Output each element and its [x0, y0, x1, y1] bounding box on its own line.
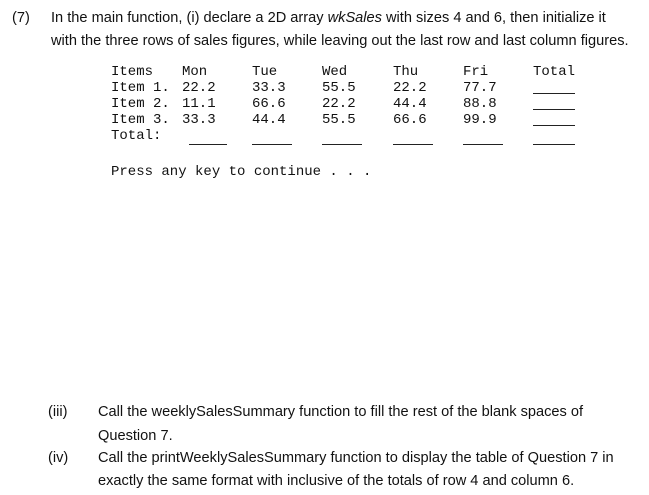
table-cell: 33.3 [252, 80, 286, 96]
blank-total-fri [463, 144, 503, 145]
blank-total-tue [252, 144, 292, 145]
table-cell: 88.8 [463, 96, 497, 112]
header-mon: Mon [182, 64, 208, 80]
question-number: (7) [12, 10, 30, 26]
table-cell: 44.4 [252, 112, 286, 128]
array-name: wkSales [327, 10, 382, 26]
blank-grand-total [533, 144, 575, 145]
item-iii-text-line-1: Call the weeklySalesSummary function to fill the rest of the blank spaces of [98, 404, 584, 420]
header-items: Items [111, 64, 154, 80]
item-iii-marker: (iii) [48, 404, 68, 420]
blank-total-row-3 [533, 125, 575, 126]
header-wed: Wed [322, 64, 348, 80]
table-cell: 99.9 [463, 112, 497, 128]
row-label: Item 1. [111, 80, 170, 96]
question-text-line-1 [51, 7, 606, 29]
row-label: Item 3. [111, 112, 170, 128]
header-tue: Tue [252, 64, 278, 80]
table-cell: 55.5 [322, 80, 356, 96]
console-prompt: Press any key to continue . . . [111, 164, 372, 180]
total-label: Total: [111, 128, 162, 144]
table-cell: 44.4 [393, 96, 427, 112]
question-text-prefix: In the main function, (i) declare a 2D array [51, 10, 328, 26]
table-cell: 77.7 [463, 80, 497, 96]
row-label: Item 2. [111, 96, 170, 112]
question-text-suffix: with sizes 4 and 6, then initialize it [381, 10, 606, 26]
table-cell: 22.2 [182, 80, 216, 96]
blank-total-mon [189, 144, 227, 145]
item-iv-text-line-2: exactly the same format with inclusive of the totals of row 4 and column 6. [98, 473, 575, 489]
header-fri: Fri [463, 64, 489, 80]
table-cell: 66.6 [393, 112, 427, 128]
blank-total-row-1 [533, 93, 575, 94]
header-total: Total [533, 64, 576, 80]
item-iii-text-line-2: Question 7. [98, 428, 173, 444]
table-cell: 55.5 [322, 112, 356, 128]
item-iv-text-line-1: Call the printWeeklySalesSummary function to display the table of Question 7 in [98, 450, 614, 466]
table-cell: 66.6 [252, 96, 286, 112]
table-cell: 33.3 [182, 112, 216, 128]
blank-total-row-2 [533, 109, 575, 110]
table-cell: 22.2 [393, 80, 427, 96]
blank-total-wed [322, 144, 362, 145]
item-iv-marker: (iv) [48, 450, 69, 466]
header-thu: Thu [393, 64, 419, 80]
question-text-line-2: with the three rows of sales figures, while leaving out the last row and last column figures. [51, 33, 629, 49]
table-cell: 11.1 [182, 96, 216, 112]
table-cell: 22.2 [322, 96, 356, 112]
blank-total-thu [393, 144, 433, 145]
